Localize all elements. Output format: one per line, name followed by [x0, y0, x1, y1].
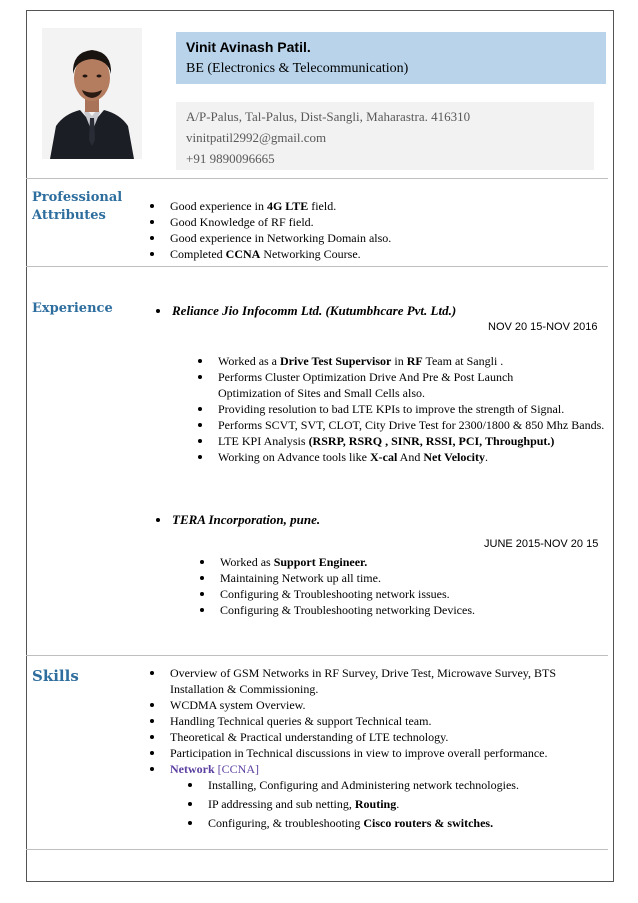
list-item: Installing, Configuring and Administering network technologies.	[186, 776, 606, 795]
list-item: Performs SCVT, SVT, CLOT, City Drive Test for 2300/1800 & 850 Mhz Bands.	[196, 417, 608, 433]
list-item: Overview of GSM Networks in RF Survey, Drive Test, Microwave Survey, BTS Installation & Commissioning.	[148, 665, 570, 697]
divider	[26, 178, 608, 179]
person-portrait-icon	[42, 28, 142, 159]
list-item: Performs Cluster Optimization Drive And Pre & Post Launch Optimization of Sites and Small Cells also.	[196, 369, 548, 401]
list-item: Handling Technical queries & support Technical team.	[148, 713, 608, 729]
section-title-skills: Skills	[32, 667, 79, 685]
job-dates: JUNE 2015-NOV 20 15	[484, 538, 599, 550]
list-item: Configuring & Troubleshooting networking Devices.	[198, 602, 598, 618]
professional-list	[148, 198, 598, 262]
phone: +91 9890096665	[186, 151, 275, 166]
address: A/P-Palus, Tal-Palus, Dist-Sangli, Maharastra. 416310	[186, 109, 471, 124]
list-item: Completed CCNA Networking Course.	[148, 246, 598, 262]
list-item-network: Network [CCNA]	[148, 761, 608, 777]
list-item: LTE KPI Analysis (RSRP, RSRQ , SINR, RSSI, PCI, Throughput.)	[196, 433, 608, 449]
network-skills-list	[186, 776, 606, 833]
job-dates: NOV 20 15-NOV 2016	[488, 321, 598, 333]
list-item: Good experience in Networking Domain also.	[148, 230, 598, 246]
email: vinitpatil2992@gmail.com	[186, 130, 327, 145]
list-item: Participation in Technical discussions in view to improve overall performance.	[148, 745, 608, 761]
list-item: Working on Advance tools like X-cal And Net Velocity.	[196, 449, 608, 465]
list-item: Maintaining Network up all time.	[198, 570, 598, 586]
divider	[26, 849, 608, 850]
list-item: Configuring & Troubleshooting network issues.	[198, 586, 598, 602]
list-item: Good experience in 4G LTE field.	[148, 198, 598, 214]
candidate-name: Vinit Avinash Patil.	[186, 39, 311, 55]
contact-info	[176, 102, 594, 170]
list-item: Worked as a Drive Test Supervisor in RF Team at Sangli .	[196, 353, 608, 369]
name-header	[176, 32, 606, 84]
section-title-line: Attributes	[32, 208, 106, 223]
section-title-professional	[32, 189, 122, 225]
candidate-degree: BE (Electronics & Telecommunication)	[186, 61, 409, 76]
list-item: Configuring, & troubleshooting Cisco routers & switches.	[186, 814, 606, 833]
profile-photo	[42, 28, 142, 159]
job-company: TERA Incorporation, pune.	[172, 512, 321, 527]
job-duties-list	[196, 353, 608, 465]
skills-list	[148, 665, 608, 777]
job-company: Reliance Jio Infocomm Ltd. (Kutumbhcare Pvt. Ltd.)	[172, 303, 457, 318]
section-title-experience: Experience	[32, 301, 113, 316]
list-item: Good Knowledge of RF field.	[148, 214, 598, 230]
list-item: Providing resolution to bad LTE KPIs to improve the strength of Signal.	[196, 401, 608, 417]
list-item: IP addressing and sub netting, Routing.	[186, 795, 606, 814]
job-duties-list	[198, 554, 598, 618]
divider	[26, 266, 608, 267]
list-item: WCDMA system Overview.	[148, 697, 608, 713]
section-title-line: Professional	[32, 190, 123, 205]
list-item: Worked as Support Engineer.	[198, 554, 598, 570]
list-item: Theoretical & Practical understanding of LTE technology.	[148, 729, 608, 745]
divider	[26, 655, 608, 656]
